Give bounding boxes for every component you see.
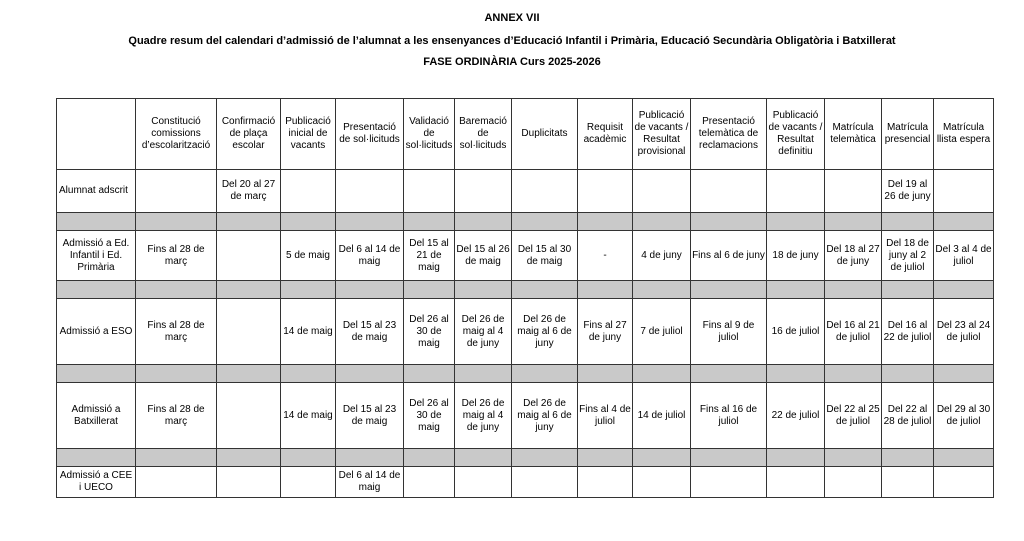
header-cell: Publicació inicial de vacants — [281, 99, 336, 170]
table-cell: Del 26 de maig al 6 de juny — [512, 299, 578, 365]
table-cell — [825, 170, 882, 213]
table-cell: Del 15 al 23 de maig — [336, 383, 404, 449]
table-cell: Fins al 9 de juliol — [691, 299, 767, 365]
separator-row — [57, 449, 994, 467]
table-cell — [512, 467, 578, 498]
header-cell: Confirmació de plaça escolar — [217, 99, 281, 170]
header-cell: Publicació de vacants / Resultat provisional — [633, 99, 691, 170]
table-cell: 4 de juny — [633, 231, 691, 281]
table-cell: Del 22 al 28 de juliol — [882, 383, 934, 449]
header-cell: Matrícula presencial — [882, 99, 934, 170]
table-cell: 7 de juliol — [633, 299, 691, 365]
annex-title: ANNEX VII — [484, 12, 540, 24]
header-cell: Requisit acadèmic — [578, 99, 633, 170]
table-cell — [404, 467, 455, 498]
table-cell — [767, 170, 825, 213]
table-cell: Fins al 28 de març — [136, 383, 217, 449]
table-row — [57, 170, 994, 213]
table-cell: Del 20 al 27 de març — [217, 170, 281, 213]
table-cell: 18 de juny — [767, 231, 825, 281]
table-cell — [767, 467, 825, 498]
table-cell: Fins al 27 de juny — [578, 299, 633, 365]
table-cell — [217, 299, 281, 365]
table-cell — [578, 467, 633, 498]
table-cell: Del 15 al 26 de maig — [455, 231, 512, 281]
header-cell: Constitució comissions d’escolarització — [136, 99, 217, 170]
table-cell — [691, 467, 767, 498]
separator-row — [57, 281, 994, 299]
table-cell — [512, 170, 578, 213]
table-cell — [217, 467, 281, 498]
row-label: Admissió a CEE i UECO — [57, 467, 136, 498]
header-cell: Matrícula llista espera — [934, 99, 994, 170]
table-row — [57, 299, 994, 365]
table-cell: Fins al 6 de juny — [691, 231, 767, 281]
table-cell: Fins al 4 de juliol — [578, 383, 633, 449]
table-row — [57, 383, 994, 449]
table-cell — [136, 170, 217, 213]
document-title: Quadre resum del calendari d’admissió de l’alumnat a les ensenyances d’Educació Infantil i Primària, Educació Secundària Obligatòria i Batxillerat — [128, 35, 896, 47]
header-row — [57, 99, 994, 170]
table-cell — [281, 467, 336, 498]
table-cell: Del 6 al 14 de maig — [336, 231, 404, 281]
table-cell: Del 15 al 30 de maig — [512, 231, 578, 281]
table-cell: Del 15 al 21 de maig — [404, 231, 455, 281]
header-cell: Validació de sol·licituds — [404, 99, 455, 170]
table-cell: Del 3 al 4 de juliol — [934, 231, 994, 281]
admission-calendar-table — [56, 98, 994, 498]
table-cell — [882, 467, 934, 498]
header-cell: Baremació de sol·licituds — [455, 99, 512, 170]
row-label: Admissió a Batxillerat — [57, 383, 136, 449]
table-cell — [934, 170, 994, 213]
table-cell: Del 15 al 23 de maig — [336, 299, 404, 365]
table-cell — [455, 467, 512, 498]
header-cell: Matrícula telemàtica — [825, 99, 882, 170]
table-cell: Del 16 al 22 de juliol — [882, 299, 934, 365]
table-cell: Del 16 al 21 de juliol — [825, 299, 882, 365]
header-cell: Publicació de vacants / Resultat definitiu — [767, 99, 825, 170]
table-cell: Fins al 28 de març — [136, 231, 217, 281]
table-cell: 5 de maig — [281, 231, 336, 281]
table-cell: Del 29 al 30 de juliol — [934, 383, 994, 449]
table-cell — [633, 170, 691, 213]
table-cell: 14 de juliol — [633, 383, 691, 449]
table-cell — [934, 467, 994, 498]
table-cell — [281, 170, 336, 213]
table-cell: Del 23 al 24 de juliol — [934, 299, 994, 365]
table-row — [57, 231, 994, 281]
separator-row — [57, 365, 994, 383]
separator-row — [57, 213, 994, 231]
header-cell: Duplicitats — [512, 99, 578, 170]
table-cell — [136, 467, 217, 498]
table-cell: Del 6 al 14 de maig — [336, 467, 404, 498]
row-label: Admissió a ESO — [57, 299, 136, 365]
table-cell — [825, 467, 882, 498]
table-cell — [633, 467, 691, 498]
table-row — [57, 467, 994, 498]
table-cell: Del 26 de maig al 6 de juny — [512, 383, 578, 449]
table-cell: Del 26 al 30 de maig — [404, 299, 455, 365]
header-cell: Presentació de sol·licituds — [336, 99, 404, 170]
table-cell: Del 22 al 25 de juliol — [825, 383, 882, 449]
table-cell: Del 26 al 30 de maig — [404, 383, 455, 449]
table-cell — [336, 170, 404, 213]
table-cell: 16 de juliol — [767, 299, 825, 365]
table-cell — [217, 231, 281, 281]
table-cell: - — [578, 231, 633, 281]
table-cell: 22 de juliol — [767, 383, 825, 449]
table-cell: 14 de maig — [281, 299, 336, 365]
table-cell: Del 26 de maig al 4 de juny — [455, 299, 512, 365]
phase-title: FASE ORDINÀRIA Curs 2025-2026 — [423, 56, 601, 68]
table-cell: Del 18 al 27 de juny — [825, 231, 882, 281]
table-cell — [578, 170, 633, 213]
row-label: Alumnat adscrit — [57, 170, 136, 213]
header-cell: Presentació telemàtica de reclamacions — [691, 99, 767, 170]
table-cell — [217, 383, 281, 449]
table-cell: Del 18 de juny al 2 de juliol — [882, 231, 934, 281]
table-cell: Fins al 16 de juliol — [691, 383, 767, 449]
table-cell — [455, 170, 512, 213]
table-cell — [691, 170, 767, 213]
table-cell: Fins al 28 de març — [136, 299, 217, 365]
table-cell: 14 de maig — [281, 383, 336, 449]
header-cell — [57, 99, 136, 170]
table-cell: Del 26 de maig al 4 de juny — [455, 383, 512, 449]
row-label: Admissió a Ed. Infantil i Ed. Primària — [57, 231, 136, 281]
table-cell: Del 19 al 26 de juny — [882, 170, 934, 213]
table-cell — [404, 170, 455, 213]
